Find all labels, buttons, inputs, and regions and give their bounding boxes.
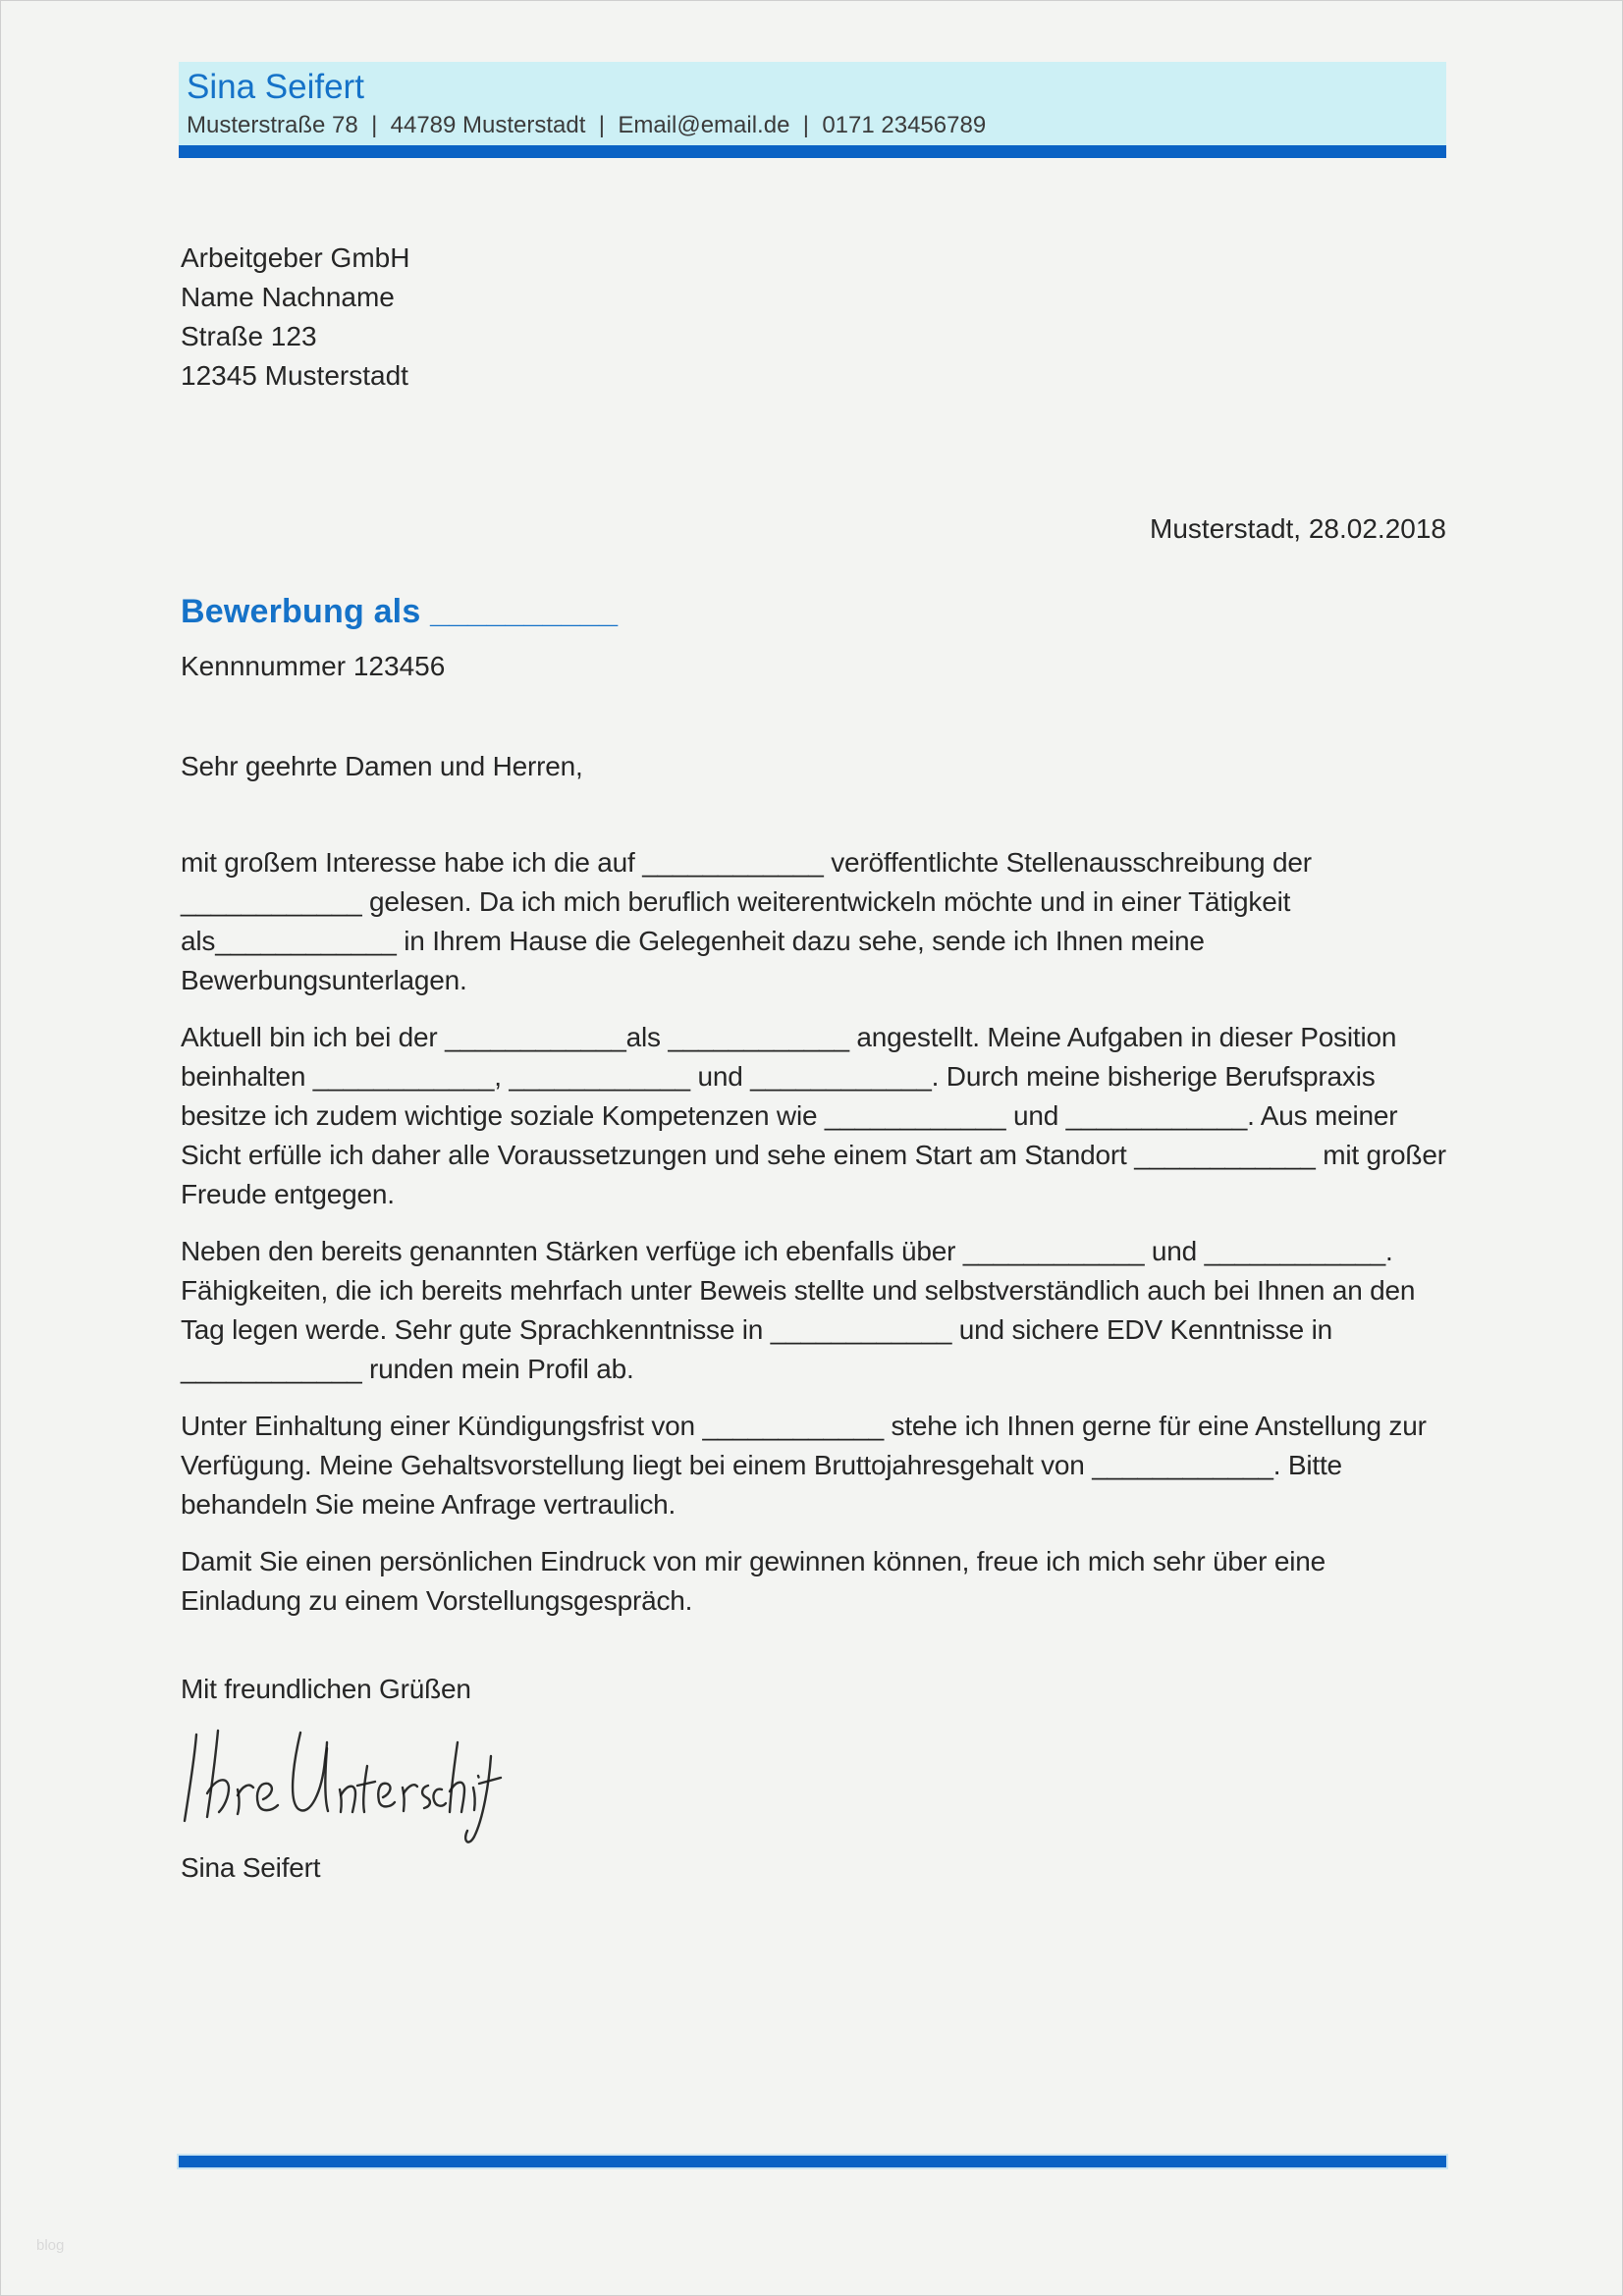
handwritten-signature-scribble [175, 1719, 509, 1848]
subject-line: Bewerbung als __________ [181, 593, 619, 630]
paragraph-strengths: Neben den bereits genannten Stärken verfüge ich ebenfalls über ____________ und ____________. Fähigkeiten, die ich bereits mehrfach unter Beweis stellte und selbstverständlich auch bei Ihnen an den Tag legen werde. Sehr gute Sprachkenntnisse in ____________ und sichere EDV Kenntnisse in ____________ runden mein Profil ab. [181, 1236, 1416, 1384]
letter-body [181, 747, 1451, 1915]
recipient-address-block [181, 239, 409, 396]
signature-printed-name: Sina Seifert [181, 1852, 321, 1883]
reference-number: Kennnummer 123456 [181, 651, 446, 681]
header-accent-bar [179, 145, 1446, 158]
recipient-contact-person: Name Nachname [181, 282, 395, 312]
paragraph-introduction: mit großem Interesse habe ich die auf ____________ veröffentlichte Stellenausschreibung der ____________ gelesen. Da ich mich beruflich weiterentwickeln möchte und in einer Tätigkeit als____________ in Ihrem Hause die Gelegenheit dazu sehe, sende ich Ihnen meine Bewerbungsunterlagen. [181, 847, 1312, 995]
sender-contact-line: Musterstraße 78 | 44789 Musterstadt | Email@email.de | 0171 23456789 [187, 112, 987, 138]
closing-phrase: Mit freundlichen Grüßen [181, 1674, 471, 1704]
recipient-street: Straße 123 [181, 321, 317, 351]
salutation: Sehr geehrte Damen und Herren, [181, 751, 583, 781]
recipient-company: Arbeitgeber GmbH [181, 242, 410, 273]
recipient-city: 12345 Musterstadt [181, 360, 408, 391]
sender-name: Sina Seifert [187, 68, 364, 106]
date-line: Musterstadt, 28.02.2018 [1150, 513, 1446, 544]
paragraph-current-position: Aktuell bin ich bei der ____________als ____________ angestellt. Meine Aufgaben in dieser Position beinhalten ____________, ____________ und ____________. Durch meine bisherige Berufspraxis besitze ich zudem wichtige soziale Kompetenzen wie ____________ und ____________. Aus meiner Sicht erfülle ich daher alle Voraussetzungen und sehe einem Start am Standort ____________ mit großer Freude entgegen. [181, 1022, 1446, 1209]
sender-header-band [179, 62, 1446, 145]
footer-accent-bar [179, 2156, 1446, 2167]
paragraph-notice-period: Unter Einhaltung einer Kündigungsfrist von ____________ stehe ich Ihnen gerne für eine Anstellung zur Verfügung. Meine Gehaltsvorstellung liegt bei einem Bruttojahresgehalt von ____________. Bitte behandeln Sie meine Anfrage vertraulich. [181, 1411, 1427, 1520]
paragraph-interview-invitation: Damit Sie einen persönlichen Eindruck von mir gewinnen können, freue ich mich sehr über eine Einladung zu einem Vorstellungsgespräch. [181, 1546, 1326, 1616]
page-watermark: blog [36, 2237, 65, 2254]
